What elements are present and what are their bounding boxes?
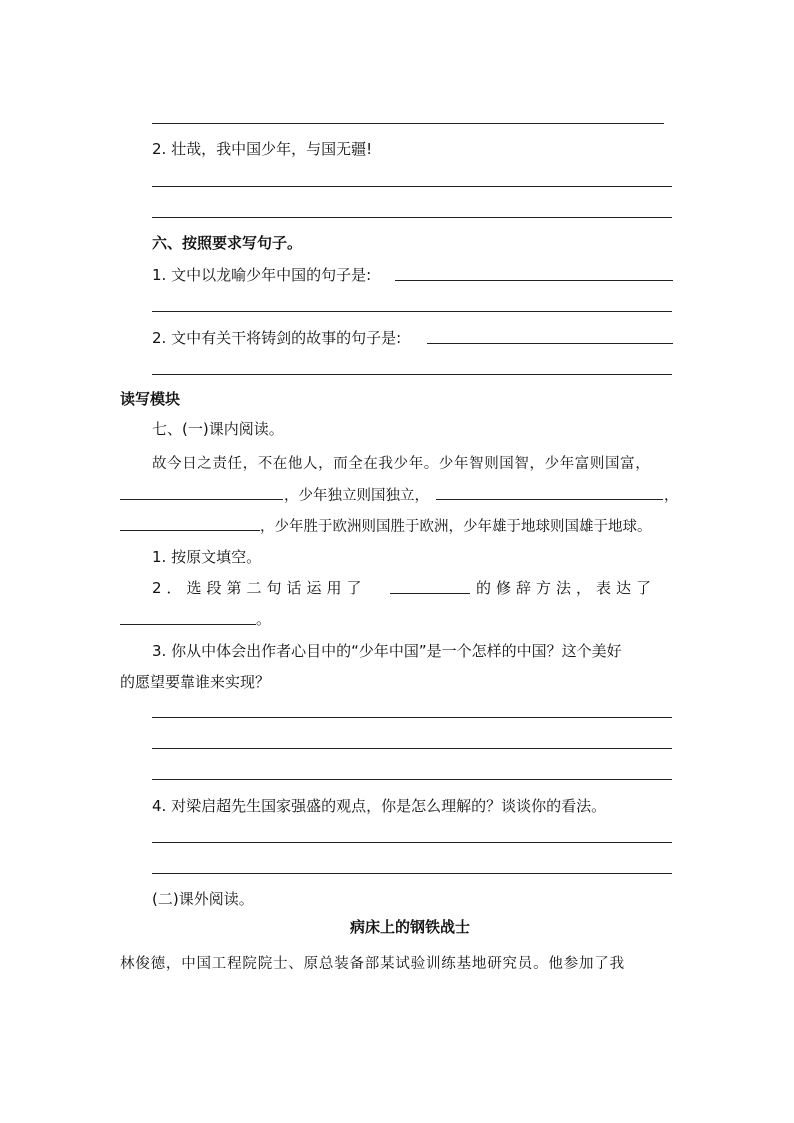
section-heading: 六、按照要求写句子。 xyxy=(152,234,303,252)
answer-line[interactable] xyxy=(152,717,672,718)
passage-line: ，少年独立则国独立， xyxy=(284,488,429,504)
answer-line[interactable] xyxy=(395,280,673,281)
question-text: 2．选段第二句话运用了 xyxy=(152,579,367,597)
answer-line[interactable] xyxy=(152,779,672,780)
question-text: 的修辞方法，表达了 xyxy=(476,579,657,597)
question-text: 1. 按原文填空。 xyxy=(152,548,262,566)
passage-line: ，少年胜于欧洲则国胜于欧洲，少年雄于地球则国雄于地球。 xyxy=(260,519,652,535)
fill-blank[interactable] xyxy=(390,593,470,594)
section-heading: (二)课外阅读。 xyxy=(152,890,254,908)
answer-line[interactable] xyxy=(152,311,672,312)
answer-line[interactable] xyxy=(152,217,672,218)
answer-line[interactable] xyxy=(152,374,672,375)
question-text: 2. 文中有关干将铸剑的故事的句子是: xyxy=(152,329,402,347)
fill-blank[interactable] xyxy=(436,499,663,500)
passage-line: 故今日之责任，不在他人，而全在我少年。少年智则国智，少年富则国富， xyxy=(152,456,651,472)
answer-line[interactable] xyxy=(152,873,672,874)
passage-line: ， xyxy=(664,488,679,504)
module-heading: 读写模块 xyxy=(120,390,181,408)
question-text: 1. 文中以龙喻少年中国的句子是: xyxy=(152,266,372,284)
answer-line[interactable] xyxy=(427,343,673,344)
answer-line[interactable] xyxy=(152,842,672,843)
article-title: 病床上的钢铁战士 xyxy=(350,918,471,936)
section-heading: 七、(一)课内阅读。 xyxy=(152,420,284,438)
passage-line: 林俊德，中国工程院院士、原总装备部某试验训练基地研究员。他参加了我 xyxy=(120,956,625,972)
fill-blank[interactable] xyxy=(120,530,260,531)
fill-blank[interactable] xyxy=(120,499,283,500)
answer-line[interactable] xyxy=(152,748,672,749)
question-text: 2. 壮哉，我中国少年，与国无疆! xyxy=(152,140,373,158)
answer-line xyxy=(152,123,664,124)
question-text: 的愿望要靠谁来实现？ xyxy=(120,673,271,691)
fill-blank[interactable] xyxy=(120,624,256,625)
answer-line[interactable] xyxy=(152,186,672,187)
question-text: 4. 对梁启超先生国家强盛的观点，你是怎么理解的？谈谈你的看法。 xyxy=(152,797,607,815)
question-text: 3. 你从中体会出作者心目中的“少年中国”是一个怎样的中国？这个美好 xyxy=(152,642,622,660)
question-text: 。 xyxy=(256,610,272,628)
